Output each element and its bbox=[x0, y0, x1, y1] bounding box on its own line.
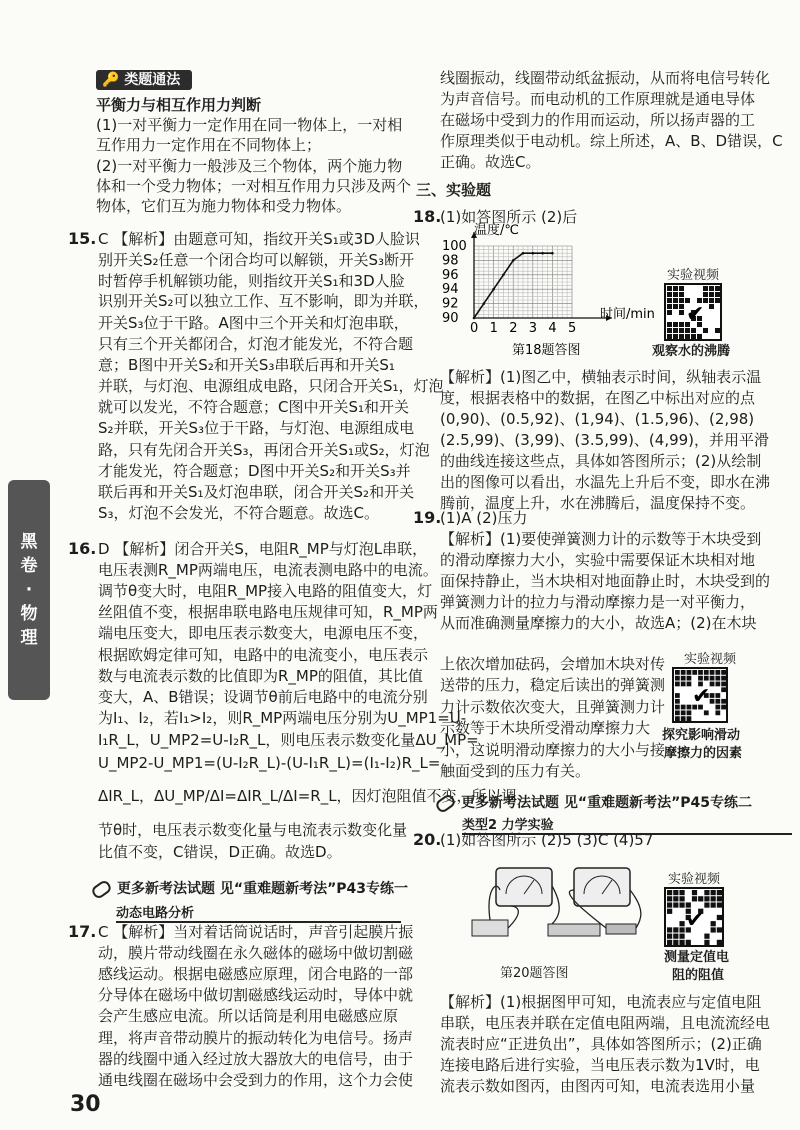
y-tick-label: 90 bbox=[442, 311, 459, 326]
qr-module bbox=[721, 670, 726, 675]
qr-module bbox=[715, 705, 720, 710]
right-text-line: 触面受到的压力有关。 bbox=[440, 762, 591, 780]
qr-module bbox=[675, 699, 680, 704]
left-text-line: 才能发光，符合题意；D图中开关S₂和开关S₃并 bbox=[98, 462, 411, 480]
qr-module bbox=[703, 292, 708, 297]
left-text-line: 只有三个开关都闭合，灯泡才能发光，不符合题 bbox=[98, 335, 414, 353]
y-tick-label: 98 bbox=[442, 253, 459, 269]
qr-module bbox=[667, 328, 672, 333]
right-text-line: 【解析】(1)图乙中，横轴表示时间，纵轴表示温 bbox=[440, 368, 762, 386]
right-text-line: 串联，电压表并联在定值电阻两端，且电流流经电 bbox=[440, 1014, 771, 1032]
question-number-15: 15. bbox=[68, 229, 97, 248]
qr-module bbox=[715, 292, 720, 297]
qr-module bbox=[687, 710, 692, 715]
left-text-line: C 【解析】当对着话筒说话时，声音引起膜片振 bbox=[98, 923, 414, 941]
qr-module bbox=[687, 716, 692, 721]
qr-module bbox=[675, 705, 680, 710]
right-text-line: 为声音信号。而电动机的工作原理就是通电导体 bbox=[440, 90, 756, 108]
rheostat-icon bbox=[548, 924, 600, 936]
data-point bbox=[502, 274, 505, 277]
qr-module bbox=[717, 915, 722, 920]
qr-module bbox=[679, 896, 684, 901]
left-text-line: ΔIR_L，ΔU_MP/ΔI=ΔIR_L/ΔI=R_L，因灯泡阻值不变，所以调 bbox=[98, 787, 517, 805]
qr-module bbox=[667, 334, 672, 339]
right-text-line: 连接电路后进行实验，当电压表示数为1V时，电 bbox=[440, 1056, 760, 1074]
qr-module bbox=[675, 676, 680, 681]
left-text-line: D 【解析】闭合开关S，电阻R_MP与灯泡L串联， bbox=[98, 540, 428, 558]
qr-module bbox=[710, 670, 715, 675]
qr-module bbox=[679, 921, 684, 926]
left-text-line: 感线运动。根据电磁感应原理，闭合电路的一部 bbox=[98, 965, 414, 983]
method-tag: 🔑 类题通法 bbox=[96, 70, 192, 90]
left-text-line: 比值不变，C错误，D正确。故选D。 bbox=[98, 843, 342, 861]
left-text-line: 动，膜片带动线圈在永久磁体的磁场中做切割磁 bbox=[98, 944, 414, 962]
right-text-line: 出的图像可以看出，水温先上升后不变，即水在沸 bbox=[440, 473, 771, 491]
ammeter-icon bbox=[496, 868, 552, 906]
qr-module bbox=[686, 902, 691, 907]
qr-module bbox=[673, 298, 678, 303]
data-point bbox=[532, 252, 535, 255]
qr-module bbox=[673, 286, 678, 291]
qr-module bbox=[675, 693, 680, 698]
qr-module bbox=[679, 298, 684, 303]
more-tests-link-right[interactable]: 更多新考法试题 见“重难题新考法”P45专练二 bbox=[436, 792, 752, 812]
svg-text:✔: ✔ bbox=[686, 908, 705, 933]
qr-caption-video: 实验视频 bbox=[667, 268, 720, 283]
right-text-line: 的曲线连接这些点，具体如答图所示；(2)从绘制 bbox=[440, 452, 762, 470]
qr-module bbox=[673, 902, 678, 907]
left-text-line: 节θ时，电压表示数变化量与电流表示数变化量 bbox=[98, 821, 408, 839]
qr-module bbox=[679, 304, 684, 309]
qr-code-friction[interactable] bbox=[672, 667, 728, 723]
qr-module bbox=[681, 670, 686, 675]
data-point bbox=[492, 288, 495, 291]
qr-module bbox=[698, 676, 703, 681]
qr-module bbox=[681, 716, 686, 721]
y-tick-label: 100 bbox=[442, 239, 467, 254]
qr-module bbox=[675, 670, 680, 675]
qr-module bbox=[667, 304, 672, 309]
qr-module bbox=[704, 670, 709, 675]
right-text-line: 正确。故选C。 bbox=[440, 153, 541, 171]
data-point bbox=[551, 252, 554, 255]
qr-caption-friction-1: 探究影响滑动 bbox=[662, 728, 741, 743]
right-text-line: 力计示数依次变大，且弹簧测力计 bbox=[440, 698, 666, 716]
qr-module bbox=[679, 902, 684, 907]
left-text-line: 电压表测R_MP两端电压，电流表测电路中的电流。 bbox=[98, 561, 438, 579]
right-text-line: 弹簧测力计的拉力与滑动摩擦力是一对平衡力， bbox=[440, 593, 756, 611]
left-text-line: 别开关S₂任意一个闭合均可以解锁，开关S₃断开 bbox=[98, 251, 415, 269]
qr-module bbox=[703, 286, 708, 291]
qr-module bbox=[673, 934, 678, 939]
qr-module bbox=[687, 670, 692, 675]
left-text-line: 理，将声音带动膜片的振动转化为电信号。扬声 bbox=[98, 1029, 414, 1047]
qr-module bbox=[667, 902, 672, 907]
qr-module bbox=[685, 334, 690, 339]
right-text-line: (0,90)、(0.5,92)、(1,94)、(1.5,96)、(2,98) bbox=[440, 410, 755, 428]
qr-module bbox=[679, 927, 684, 932]
qr-module bbox=[673, 927, 678, 932]
x-tick-label: 4 bbox=[548, 321, 557, 336]
qr-module bbox=[692, 670, 697, 675]
qr-caption-resistance-2: 阻的阻值 bbox=[672, 968, 725, 983]
right-text-line: 三、实验题 bbox=[416, 181, 492, 199]
left-text-line: 丝阻值不变，根据串联电路电压规律可知，R_MP两 bbox=[98, 603, 438, 621]
right-text-line: 作原理类似于电动机。综上所述，A、B、D错误，C bbox=[440, 132, 783, 150]
right-text-line: (1)如答图所示 (2)后 bbox=[440, 208, 578, 226]
question-number-18: 18. bbox=[413, 207, 442, 226]
qr-module bbox=[710, 676, 715, 681]
right-text-line: 小，这说明滑动摩擦力的大小与接 bbox=[440, 741, 666, 759]
right-text-line: (1)如答图所示 (2)5 (3)C (4)57 bbox=[440, 831, 654, 849]
qr-code-boiling[interactable] bbox=[664, 283, 722, 341]
chart-ticks bbox=[442, 239, 576, 336]
qr-module bbox=[679, 322, 684, 327]
qr-module bbox=[711, 927, 716, 932]
qr-module bbox=[681, 705, 686, 710]
qr-module bbox=[715, 328, 720, 333]
link-icon bbox=[434, 792, 457, 814]
qr-module bbox=[691, 334, 696, 339]
left-text-line: S₂并联，开关S₃位于干路，与灯泡、电源组成电 bbox=[98, 419, 415, 437]
qr-module bbox=[681, 682, 686, 687]
qr-module bbox=[673, 304, 678, 309]
right-text-line: 【解析】(1)根据图甲可知，电流表应与定值电阻 bbox=[440, 993, 762, 1011]
qr-module bbox=[673, 896, 678, 901]
question-number-17: 17. bbox=[68, 922, 97, 941]
qr-module bbox=[715, 710, 720, 715]
svg-text:✔: ✔ bbox=[686, 302, 705, 327]
qr-module bbox=[717, 890, 722, 895]
right-text-line: 流表时应“正进负出”，具体如答图所示；(2)正确 bbox=[440, 1035, 762, 1053]
left-text-line: I₁R_L，U_MP2=U-I₂R_L，则电压表示数变化量ΔU_MP= bbox=[98, 731, 479, 749]
figure-20-caption: 第20题答图 bbox=[500, 966, 569, 981]
left-text-line: 平衡力与相互作用力判断 bbox=[96, 96, 262, 114]
qr-module bbox=[679, 334, 684, 339]
qr-module bbox=[687, 705, 692, 710]
chart-axes bbox=[471, 232, 612, 321]
left-text-line: 通电线圈在磁场中会受到力的作用，这个力会使 bbox=[98, 1071, 414, 1089]
qr-caption-resistance-1: 测量定值电 bbox=[664, 950, 730, 965]
qr-module bbox=[704, 934, 709, 939]
topic-label-right: 类型2 力学实验 bbox=[462, 814, 792, 835]
x-tick-label: 2 bbox=[509, 321, 518, 336]
data-point bbox=[512, 259, 515, 262]
qr-module bbox=[717, 927, 722, 932]
qr-module bbox=[721, 699, 726, 704]
qr-module bbox=[673, 890, 678, 895]
left-text-line: 开关S₃位于干路。A图中三个开关和灯泡串联， bbox=[98, 314, 409, 332]
qr-module bbox=[711, 921, 716, 926]
page-number: 30 bbox=[70, 1092, 101, 1117]
qr-module bbox=[681, 710, 686, 715]
qr-caption-boiling: 观察水的沸腾 bbox=[652, 344, 731, 359]
qr-module bbox=[679, 890, 684, 895]
qr-module bbox=[717, 940, 722, 945]
x-tick-label: 5 bbox=[568, 321, 577, 336]
qr-module bbox=[667, 890, 672, 895]
sidebar-label: 黑卷·物理 bbox=[20, 532, 38, 648]
left-text-line: 路，只有先闭合开关S₃，再闭合开关S₁或S₂，灯泡 bbox=[98, 441, 430, 459]
key-icon: 🔑 bbox=[102, 72, 120, 88]
right-text-line: 示数等于木块所受滑动摩擦力大 bbox=[440, 719, 651, 737]
qr-module bbox=[715, 286, 720, 291]
qr-pattern-icon bbox=[666, 889, 722, 945]
qr-module bbox=[711, 890, 716, 895]
qr-module bbox=[715, 693, 720, 698]
chart-title: 第18题答图 bbox=[512, 343, 581, 358]
right-text-line: 面保持静止，当木块相对地面静止时，木块受到的 bbox=[440, 572, 771, 590]
left-text-line: 分导体在磁场中做切割磁感线运动时，导体中就 bbox=[98, 986, 414, 1004]
left-text-line: (1)一对平衡力一定作用在同一物体上，一对相 bbox=[96, 116, 403, 134]
qr-module bbox=[686, 940, 691, 945]
left-text-line: 根据欧姆定律可知，电路中的电流变小，电压表示 bbox=[98, 646, 429, 664]
data-point bbox=[541, 252, 544, 255]
qr-module bbox=[667, 292, 672, 297]
qr-module bbox=[697, 334, 702, 339]
chart-grid bbox=[474, 246, 572, 318]
left-text-line: 互作用力一定作用在不同物体上； bbox=[96, 136, 322, 154]
data-point bbox=[473, 317, 476, 320]
qr-module bbox=[709, 298, 714, 303]
right-text-line: 【解析】(1)要使弹簧测力计的示数等于木块受到 bbox=[440, 530, 762, 548]
right-text-line: (2.5,99)、(3,99)、(3.5,99)、(4,99)，并用平滑 bbox=[440, 431, 770, 449]
left-text-line: 联后再和开关S₁及灯泡串联，闭合开关S₂和开关 bbox=[98, 483, 415, 501]
qr-module bbox=[681, 676, 686, 681]
left-text-line: 数与电流表示数的比值即为R_MP的阻值，其比值 bbox=[98, 667, 423, 685]
temperature-chart bbox=[440, 222, 670, 362]
qr-module bbox=[721, 682, 726, 687]
qr-module bbox=[704, 896, 709, 901]
qr-module bbox=[721, 687, 726, 692]
circuit-diagram bbox=[456, 850, 656, 960]
qr-module bbox=[709, 304, 714, 309]
left-text-line: 就可以发光，不符合题意；C图中开关S₁和开关 bbox=[98, 398, 410, 416]
qr-module bbox=[679, 286, 684, 291]
qr-module bbox=[715, 298, 720, 303]
left-text-line: S₃，灯泡不会发光，不符合题意。故选C。 bbox=[98, 504, 380, 522]
qr-module bbox=[679, 310, 684, 315]
qr-module bbox=[673, 334, 678, 339]
qr-code-resistance[interactable] bbox=[664, 887, 724, 947]
qr-caption-video: 实验视频 bbox=[668, 872, 721, 887]
qr-module bbox=[685, 328, 690, 333]
right-text-line: 腾前，温度上升，水在沸腾后，温度保持不变。 bbox=[440, 494, 756, 512]
qr-module bbox=[675, 682, 680, 687]
qr-module bbox=[667, 909, 672, 914]
qr-pattern-icon bbox=[666, 285, 720, 339]
x-tick-label: 1 bbox=[489, 321, 498, 336]
left-text-line: 并联，与灯泡、电源组成电路，只闭合开关S₁，灯泡 bbox=[98, 377, 444, 395]
left-text-line: 物体，它们互为施力物体和受力物体。 bbox=[96, 197, 352, 215]
qr-module bbox=[692, 896, 697, 901]
question-number-16: 16. bbox=[68, 539, 97, 558]
qr-pattern-icon bbox=[674, 669, 726, 721]
qr-module bbox=[679, 934, 684, 939]
left-text-line: C 【解析】由题意可知，指纹开关S₁或3D人脸识 bbox=[98, 230, 420, 248]
qr-module bbox=[711, 902, 716, 907]
left-text-line: 时暂停手机解锁功能，则指纹开关S₁和3D人脸 bbox=[98, 272, 405, 290]
left-text-line: U_MP2-U_MP1=(U-I₂R_L)-(U-I₁R_L)=(I₁-I₂)R_L= bbox=[98, 754, 441, 772]
right-text-line: 上依次增加砝码，会增加木块对传 bbox=[440, 655, 666, 673]
qr-module bbox=[698, 670, 703, 675]
y-tick-label: 92 bbox=[442, 296, 459, 312]
qr-module bbox=[709, 292, 714, 297]
qr-module bbox=[667, 940, 672, 945]
y-axis-label: 温度/℃ bbox=[474, 223, 519, 238]
qr-module bbox=[667, 934, 672, 939]
qr-module bbox=[687, 676, 692, 681]
qr-module bbox=[687, 682, 692, 687]
x-axis-label: 时间/min bbox=[600, 307, 655, 322]
right-text-line: 从而准确测量摩擦力的大小，故选A；(2)在木块 bbox=[440, 614, 757, 632]
left-text-line: 端电压变大，即电压表示数变大，电源电压不变， bbox=[98, 624, 429, 642]
qr-module bbox=[679, 328, 684, 333]
right-text-line: 度，根据表格中的数据，在图乙中标出对应的点 bbox=[440, 389, 756, 407]
left-text-line: 调节θ变大时，电阻R_MP接入电路的阻值变大，灯 bbox=[98, 582, 433, 600]
data-point bbox=[522, 252, 525, 255]
qr-module bbox=[667, 298, 672, 303]
left-text-line: 会产生感应电流。所以话筒是利用电磁感应原 bbox=[98, 1007, 399, 1025]
qr-module bbox=[673, 328, 678, 333]
question-number-19: 19. bbox=[413, 508, 442, 527]
qr-module bbox=[679, 940, 684, 945]
topic-label-left: 动态电路分析 bbox=[116, 902, 401, 923]
left-text-line: 器的线圈中通入经过放大器放大的电信号，由于 bbox=[98, 1050, 414, 1068]
y-tick-label: 96 bbox=[442, 267, 459, 283]
qr-module bbox=[704, 890, 709, 895]
left-text-line: 体和一个受力物体；一对相互作用力只涉及两个 bbox=[96, 177, 412, 195]
battery-icon bbox=[472, 920, 508, 936]
qr-module bbox=[715, 670, 720, 675]
y-tick-label: 94 bbox=[442, 282, 459, 298]
qr-module bbox=[667, 927, 672, 932]
qr-module bbox=[704, 940, 709, 945]
right-text-line: 的滑动摩擦力大小，实验中需要保证木块相对地 bbox=[440, 551, 756, 569]
subject-sidebar bbox=[8, 480, 50, 700]
qr-module bbox=[715, 682, 720, 687]
svg-text:✔: ✔ bbox=[692, 684, 711, 709]
qr-module bbox=[711, 896, 716, 901]
qr-module bbox=[667, 896, 672, 901]
qr-module bbox=[679, 292, 684, 297]
qr-module bbox=[703, 328, 708, 333]
qr-module bbox=[721, 705, 726, 710]
qr-module bbox=[721, 676, 726, 681]
qr-module bbox=[675, 710, 680, 715]
left-text-line: 识别开关S₂可以独立工作、互不影响，即为并联， bbox=[98, 292, 429, 310]
left-text-line: 意；B图中开关S₂和开关S₃串联后再和开关S₁ bbox=[98, 356, 395, 374]
qr-module bbox=[667, 310, 672, 315]
right-text-line: 送带的压力，稳定后读出的弹簧测 bbox=[440, 676, 666, 694]
resistor-icon bbox=[606, 924, 636, 934]
link-icon bbox=[90, 878, 113, 900]
more-tests-link-left[interactable]: 更多新考法试题 见“重难题新考法”P43专练一 bbox=[92, 878, 408, 898]
right-text-line: 线圈振动，线圈带动纸盆振动，从而将电信号转化 bbox=[440, 69, 771, 87]
qr-module bbox=[704, 676, 709, 681]
qr-module bbox=[673, 292, 678, 297]
qr-caption-friction-2: 摩擦力的因素 bbox=[664, 746, 743, 761]
x-tick-label: 0 bbox=[470, 321, 479, 336]
qr-module bbox=[698, 896, 703, 901]
right-text-line: 在磁场中受到力的作用而运动，所以扬声器的工 bbox=[440, 111, 756, 129]
qr-module bbox=[691, 328, 696, 333]
qr-module bbox=[717, 902, 722, 907]
left-text-line: (2)一对平衡力一般涉及三个物体，两个施力物 bbox=[96, 157, 403, 175]
qr-module bbox=[692, 890, 697, 895]
qr-module bbox=[667, 286, 672, 291]
qr-module bbox=[709, 286, 714, 291]
right-text-line: (1)A (2)压力 bbox=[440, 509, 528, 527]
data-point bbox=[483, 302, 486, 305]
qr-module bbox=[675, 716, 680, 721]
qr-module bbox=[704, 710, 709, 715]
qr-module bbox=[715, 676, 720, 681]
right-text-line: 流表示数如图丙，由图丙可知，电流表选用小量 bbox=[440, 1077, 756, 1095]
voltmeter-icon bbox=[574, 868, 630, 906]
qr-module bbox=[673, 322, 678, 327]
qr-module bbox=[673, 940, 678, 945]
left-text-line: 为I₁、I₂，若I₁>I₂，则R_MP两端电压分别为U_MP1=U- bbox=[98, 709, 467, 727]
left-text-line: 变大，A、B错误；设调节θ前后电路中的电流分别 bbox=[98, 688, 428, 706]
qr-module bbox=[715, 699, 720, 704]
question-number-20: 20. bbox=[413, 830, 442, 849]
qr-module bbox=[667, 322, 672, 327]
qr-caption-video: 实验视频 bbox=[684, 652, 737, 667]
qr-module bbox=[717, 896, 722, 901]
qr-module bbox=[704, 902, 709, 907]
x-tick-label: 3 bbox=[528, 321, 538, 336]
